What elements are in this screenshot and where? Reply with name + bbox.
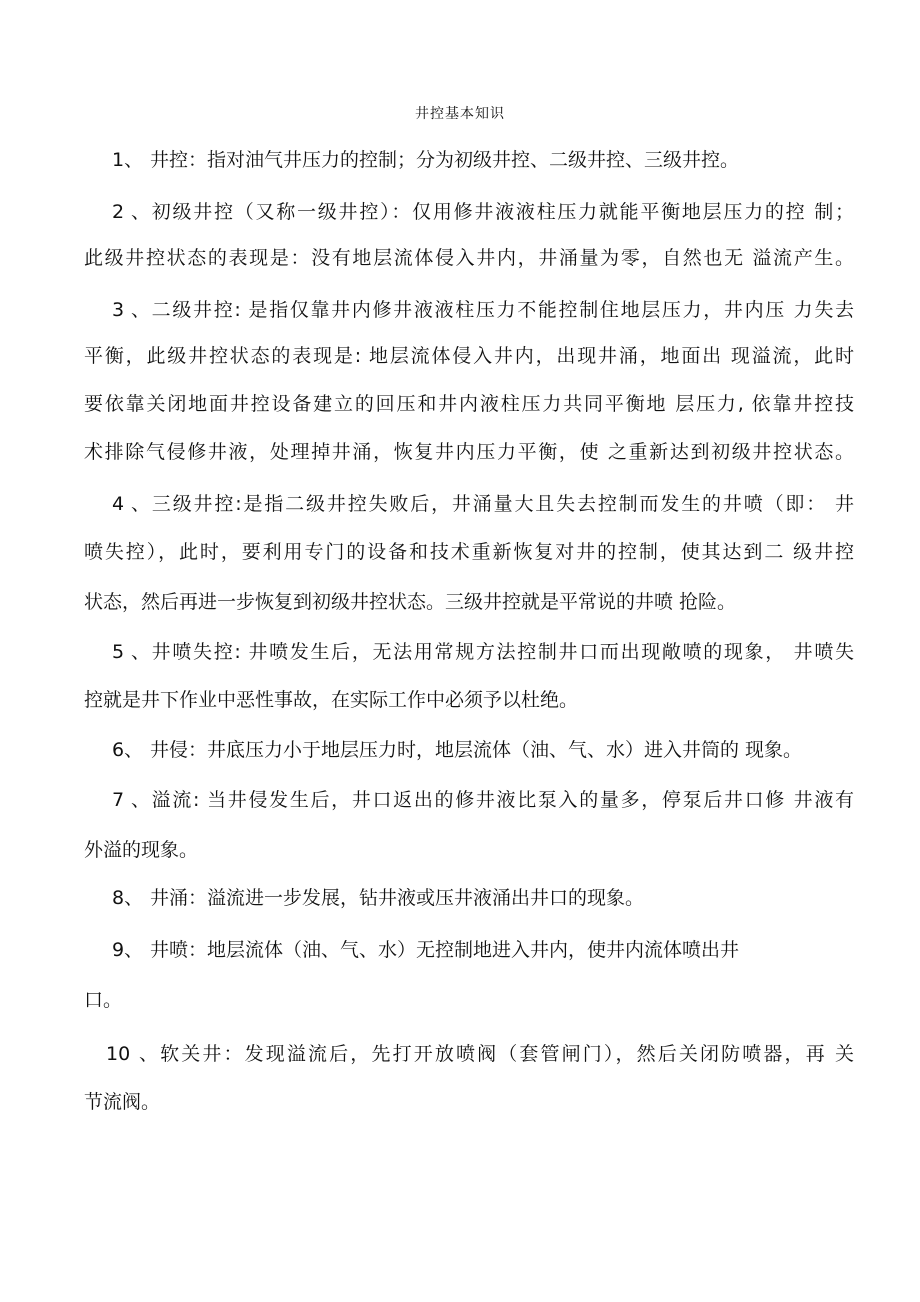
item-6-number: 6、 <box>112 739 144 761</box>
item-7-line-1 <box>112 786 854 814</box>
item-3-line-4: 术排除气侵修井液，处理掉井涌，恢复井内压力平衡，使 之重新达到初级井控状态。 <box>84 441 854 463</box>
item-3-line-3: 要依靠关闭地面井控设备建立的回压和井内液柱压力共同平衡地 层压力, 依靠井控技 <box>84 393 854 415</box>
item-1-number: 1、 <box>112 149 144 171</box>
item-9-number: 9、 <box>112 939 144 961</box>
item-5-text-1: 井喷失控: 井喷发生后，无法用常规方法控制井口而出现敞喷的现象， 井喷失 <box>150 641 854 663</box>
item-5-number: 5、 <box>112 641 150 663</box>
item-3-line-1 <box>112 296 854 324</box>
item-2-number: 2、 <box>112 201 150 223</box>
item-4-line-2: 喷失控），此时，要利用专门的设备和技术重新恢复对井的控制，使其达到二 级井控 <box>84 541 854 563</box>
item-4-line-3: 状态，然后再进一步恢复到初级井控状态。三级井控就是平常说的井喷 抢险。 <box>84 591 737 613</box>
item-4-number: 4、 <box>112 493 150 515</box>
item-9-line-1 <box>112 936 854 964</box>
item-10-text-1: 软关井：发现溢流后，先打开放喷阀（套管闸门），然后关闭防喷器，再 关 <box>158 1043 854 1065</box>
item-7-number: 7、 <box>112 789 150 811</box>
item-10-line-1 <box>106 1040 854 1068</box>
item-8-text: 井涌：溢流进一步发展，钻井液或压井液涌出井口的现象。 <box>150 887 645 909</box>
item-3-text-1: 二级井控: 是指仅靠井内修井液液柱压力不能控制住地层压力，井内压 力失去 <box>150 299 854 321</box>
item-2-line-2: 此级井控状态的表现是：没有地层流体侵入井内，井涌量为零，自然也无 溢流产生。 <box>84 247 854 269</box>
item-10-number: 10、 <box>106 1043 158 1065</box>
item-2-text-1: 初级井控（又称一级井控）：仅用修井液液柱压力就能平衡地层压力的控 制； <box>150 201 854 223</box>
item-4-line-1 <box>112 490 854 518</box>
item-6-text: 井侵：井底压力小于地层压力时，地层流体（油、气、水）进入井筒的 现象。 <box>150 739 803 761</box>
item-9-line-2: 口。 <box>84 989 123 1011</box>
item-1-text: 井控：指对油气井压力的控制；分为初级井控、二级井控、三级井控。 <box>150 149 740 171</box>
item-3-number: 3、 <box>112 299 150 321</box>
item-8-line-1 <box>112 884 854 912</box>
item-10-line-2: 节流阀。 <box>84 1091 161 1113</box>
item-5-line-1 <box>112 638 854 666</box>
item-9-text-1: 井喷：地层流体（油、气、水）无控制地进入井内，使井内流体喷出井 <box>150 939 740 961</box>
item-1-line-1 <box>112 146 854 174</box>
item-3-line-2: 平衡，此级井控状态的表现是: 地层流体侵入井内，出现井涌，地面出 现溢流，此时 <box>84 345 854 367</box>
item-7-line-2: 外溢的现象。 <box>84 839 199 861</box>
item-8-number: 8、 <box>112 887 144 909</box>
item-4-text-1: 三级井控:是指二级井控失败后，井涌量大且失去控制而发生的井喷（即： 井 <box>150 493 854 515</box>
item-7-text-1: 溢流: 当井侵发生后，井口返出的修井液比泵入的量多，停泵后井口修 井液有 <box>150 789 854 811</box>
item-6-line-1 <box>112 736 854 764</box>
item-2-line-1 <box>112 198 854 226</box>
document-title: 井控基本知识 <box>415 106 505 122</box>
item-5-line-2: 控就是井下作业中恶性事故，在实际工作中必须予以杜绝。 <box>84 689 579 711</box>
